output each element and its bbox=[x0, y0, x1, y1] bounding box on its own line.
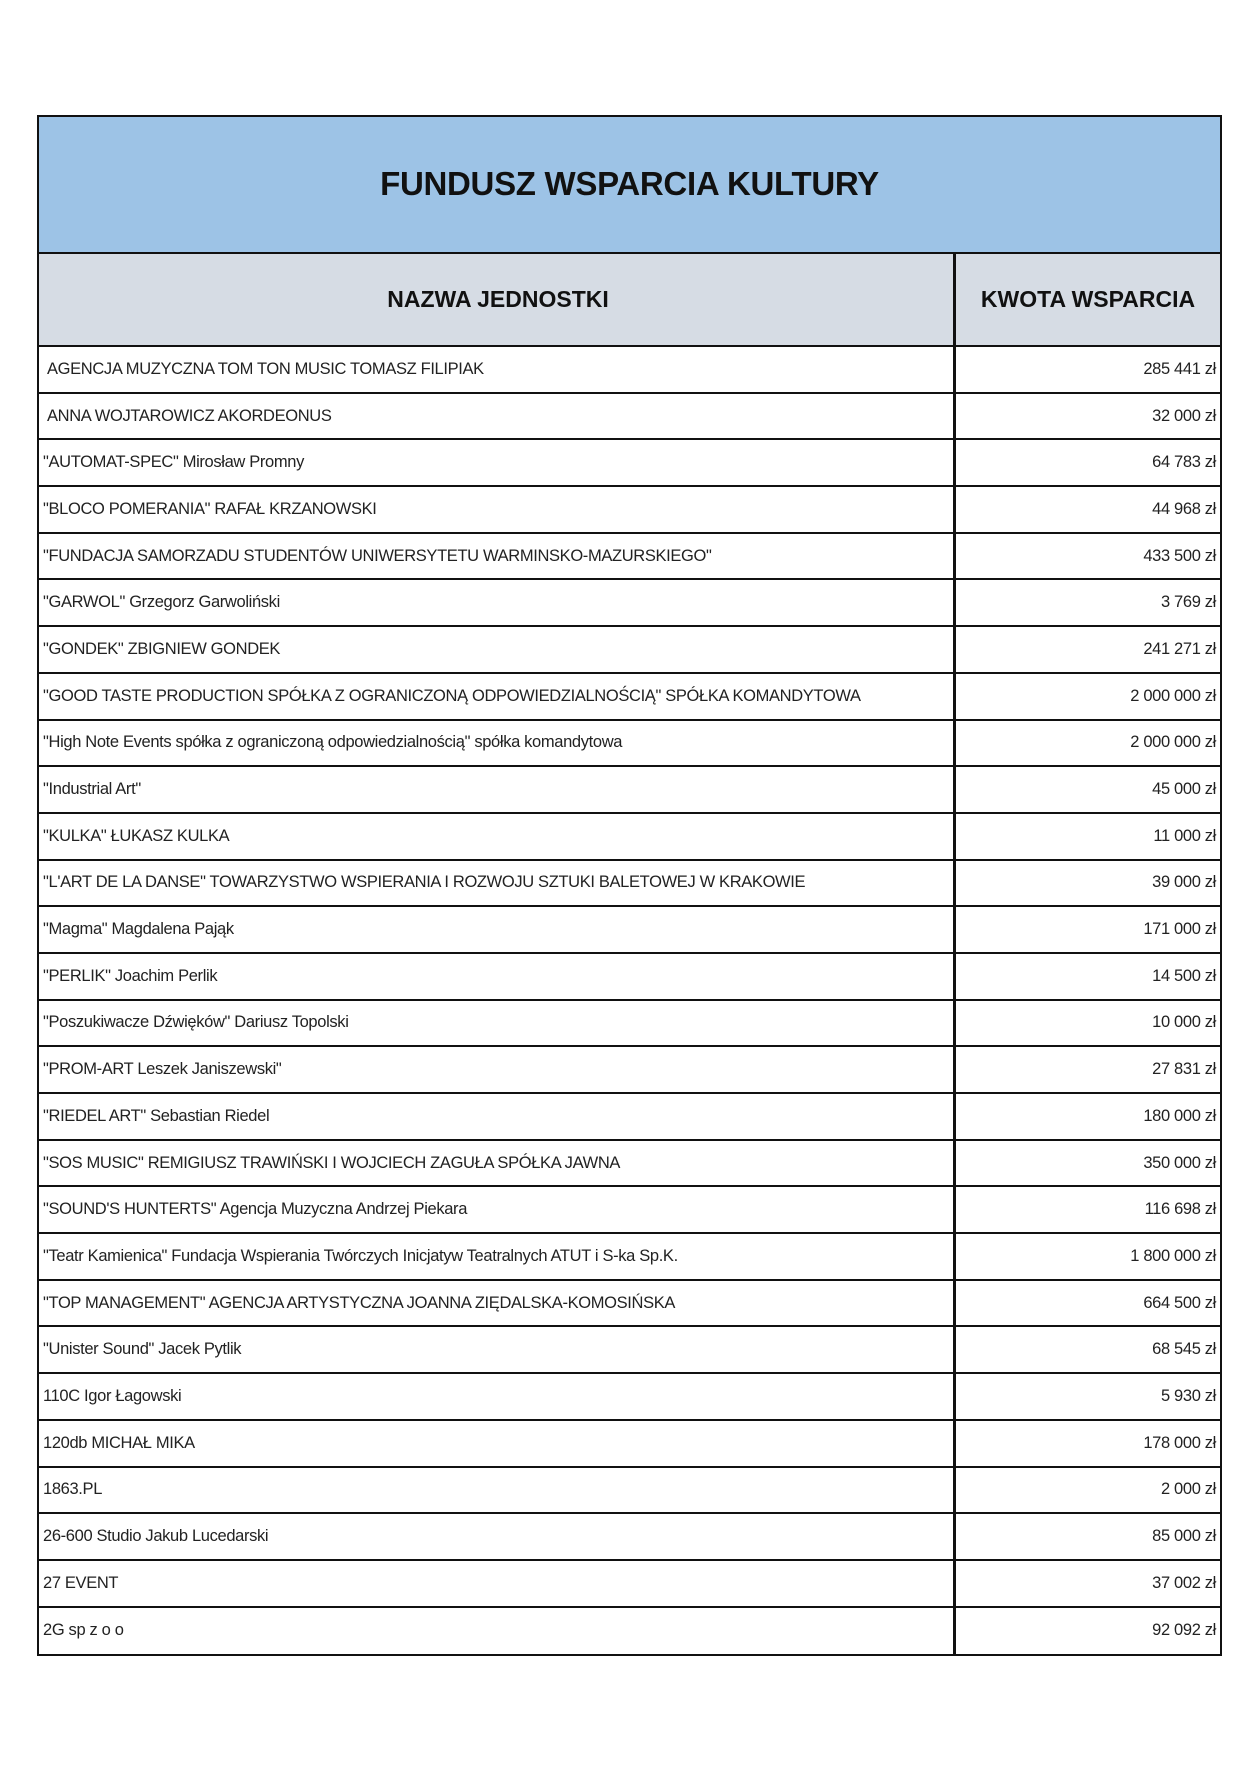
support-amount-cell: 5 930 zł bbox=[1161, 1386, 1216, 1405]
support-amount-cell: 350 000 zł bbox=[1143, 1153, 1216, 1172]
table-row bbox=[39, 627, 1220, 674]
table-row bbox=[39, 1281, 1220, 1328]
entity-name-cell: "PROM-ART Leszek Janiszewski" bbox=[39, 1047, 956, 1092]
entity-name-cell: "High Note Events spółka z ograniczoną odpowiedzialnością" spółka komandytowa bbox=[39, 721, 956, 766]
table-row bbox=[39, 1514, 1220, 1561]
support-amount-cell: 11 000 zł bbox=[1153, 826, 1216, 845]
support-amount-cell: 116 698 zł bbox=[1144, 1200, 1216, 1219]
support-amount-cell: 45 000 zł bbox=[1152, 780, 1216, 799]
table-row bbox=[39, 1468, 1220, 1515]
column-header-name: NAZWA JEDNOSTKI bbox=[39, 254, 956, 345]
entity-name-cell: 27 EVENT bbox=[39, 1561, 956, 1606]
table-row bbox=[39, 1141, 1220, 1188]
table-row bbox=[39, 1094, 1220, 1141]
support-amount-cell: 2 000 zł bbox=[1161, 1480, 1216, 1499]
table-row bbox=[39, 721, 1220, 768]
column-header-row bbox=[39, 254, 1220, 347]
table-row bbox=[39, 580, 1220, 627]
entity-name-cell: "Magma" Magdalena Pająk bbox=[39, 907, 956, 952]
entity-name-cell: "L'ART DE LA DANSE" TOWARZYSTWO WSPIERANIA I ROZWOJU SZTUKI BALETOWEJ W KRAKOWIE bbox=[39, 861, 956, 906]
entity-name-cell: "SOS MUSIC" REMIGIUSZ TRAWIŃSKI I WOJCIECH ZAGUŁA SPÓŁKA JAWNA bbox=[39, 1141, 956, 1186]
entity-name-cell: "GOOD TASTE PRODUCTION SPÓŁKA Z OGRANICZONĄ ODPOWIEDZIALNOŚCIĄ" SPÓŁKA KOMANDYTOWA bbox=[39, 674, 956, 719]
entity-name-cell: "Industrial Art" bbox=[39, 767, 956, 812]
support-amount-cell: 2 000 000 zł bbox=[1130, 686, 1216, 705]
table-row bbox=[39, 347, 1220, 394]
support-amount-cell: 44 968 zł bbox=[1152, 499, 1216, 518]
support-amount-cell: 92 092 zł bbox=[1152, 1621, 1216, 1640]
table-body bbox=[39, 347, 1220, 1654]
entity-name-cell: 26-600 Studio Jakub Lucedarski bbox=[39, 1514, 956, 1559]
support-amount-cell: 10 000 zł bbox=[1152, 1013, 1216, 1032]
table-row bbox=[39, 954, 1220, 1001]
table-row bbox=[39, 1234, 1220, 1281]
support-amount-cell: 32 000 zł bbox=[1152, 406, 1216, 425]
entity-name-cell: 110C Igor Łagowski bbox=[39, 1374, 956, 1419]
entity-name-cell: 120db MICHAŁ MIKA bbox=[39, 1421, 956, 1466]
entity-name-cell: "Poszukiwacze Dźwięków" Dariusz Topolski bbox=[39, 1001, 956, 1046]
table-row bbox=[39, 1001, 1220, 1048]
support-amount-cell: 3 769 zł bbox=[1161, 593, 1216, 612]
entity-name-cell: 1863.PL bbox=[39, 1468, 956, 1513]
table-row bbox=[39, 814, 1220, 861]
table-row bbox=[39, 1187, 1220, 1234]
table-row bbox=[39, 440, 1220, 487]
support-amount-cell: 433 500 zł bbox=[1143, 546, 1216, 565]
page-title: FUNDUSZ WSPARCIA KULTURY bbox=[380, 165, 879, 202]
entity-name-cell: "GONDEK" ZBIGNIEW GONDEK bbox=[39, 627, 956, 672]
support-amount-cell: 180 000 zł bbox=[1143, 1106, 1216, 1125]
entity-name-cell: "KULKA" ŁUKASZ KULKA bbox=[39, 814, 956, 859]
column-header-amount: KWOTA WSPARCIA bbox=[980, 286, 1196, 312]
entity-name-cell: "PERLIK" Joachim Perlik bbox=[39, 954, 956, 999]
table-row bbox=[39, 1608, 1220, 1655]
entity-name-cell: ANNA WOJTAROWICZ AKORDEONUS bbox=[39, 394, 956, 439]
entity-name-cell: AGENCJA MUZYCZNA TOM TON MUSIC TOMASZ FILIPIAK bbox=[39, 347, 956, 392]
support-amount-cell: 64 783 zł bbox=[1152, 453, 1216, 472]
table-row bbox=[39, 534, 1220, 581]
support-amount-cell: 1 800 000 zł bbox=[1130, 1246, 1216, 1265]
entity-name-cell: "Teatr Kamienica" Fundacja Wspierania Twórczych Inicjatyw Teatralnych ATUT i S-ka Sp.K. bbox=[39, 1234, 956, 1279]
table-row bbox=[39, 861, 1220, 908]
table-row bbox=[39, 487, 1220, 534]
table-row bbox=[39, 1561, 1220, 1608]
support-amount-cell: 241 271 zł bbox=[1143, 639, 1216, 658]
support-fund-table bbox=[37, 115, 1222, 1656]
table-row bbox=[39, 394, 1220, 441]
support-amount-cell: 171 000 zł bbox=[1143, 920, 1216, 939]
entity-name-cell: "TOP MANAGEMENT" AGENCJA ARTYSTYCZNA JOANNA ZIĘDALSKA-KOMOSIŃSKA bbox=[39, 1281, 956, 1326]
support-amount-cell: 285 441 zł bbox=[1143, 359, 1216, 378]
table-row bbox=[39, 1047, 1220, 1094]
table-row bbox=[39, 907, 1220, 954]
support-amount-cell: 39 000 zł bbox=[1152, 873, 1216, 892]
table-row bbox=[39, 1374, 1220, 1421]
entity-name-cell: "SOUND'S HUNTERTS" Agencja Muzyczna Andrzej Piekara bbox=[39, 1187, 956, 1232]
title-band bbox=[39, 117, 1220, 254]
support-amount-cell: 85 000 zł bbox=[1152, 1527, 1216, 1546]
entity-name-cell: "BLOCO POMERANIA" RAFAŁ KRZANOWSKI bbox=[39, 487, 956, 532]
table-row bbox=[39, 1327, 1220, 1374]
entity-name-cell: "RIEDEL ART" Sebastian Riedel bbox=[39, 1094, 956, 1139]
table-row bbox=[39, 1421, 1220, 1468]
support-amount-cell: 68 545 zł bbox=[1152, 1340, 1216, 1359]
support-amount-cell: 2 000 000 zł bbox=[1130, 733, 1216, 752]
entity-name-cell: "AUTOMAT-SPEC" Mirosław Promny bbox=[39, 440, 956, 485]
support-amount-cell: 27 831 zł bbox=[1152, 1060, 1216, 1079]
entity-name-cell: "GARWOL" Grzegorz Garwoliński bbox=[39, 580, 956, 625]
entity-name-cell: "Unister Sound" Jacek Pytlik bbox=[39, 1327, 956, 1372]
entity-name-cell: 2G sp z o o bbox=[39, 1608, 956, 1655]
entity-name-cell: "FUNDACJA SAMORZADU STUDENTÓW UNIWERSYTETU WARMINSKO-MAZURSKIEGO" bbox=[39, 534, 956, 579]
table-row bbox=[39, 767, 1220, 814]
support-amount-cell: 37 002 zł bbox=[1152, 1573, 1216, 1592]
support-amount-cell: 178 000 zł bbox=[1143, 1433, 1216, 1452]
table-row bbox=[39, 674, 1220, 721]
support-amount-cell: 664 500 zł bbox=[1143, 1293, 1216, 1312]
support-amount-cell: 14 500 zł bbox=[1152, 966, 1216, 985]
